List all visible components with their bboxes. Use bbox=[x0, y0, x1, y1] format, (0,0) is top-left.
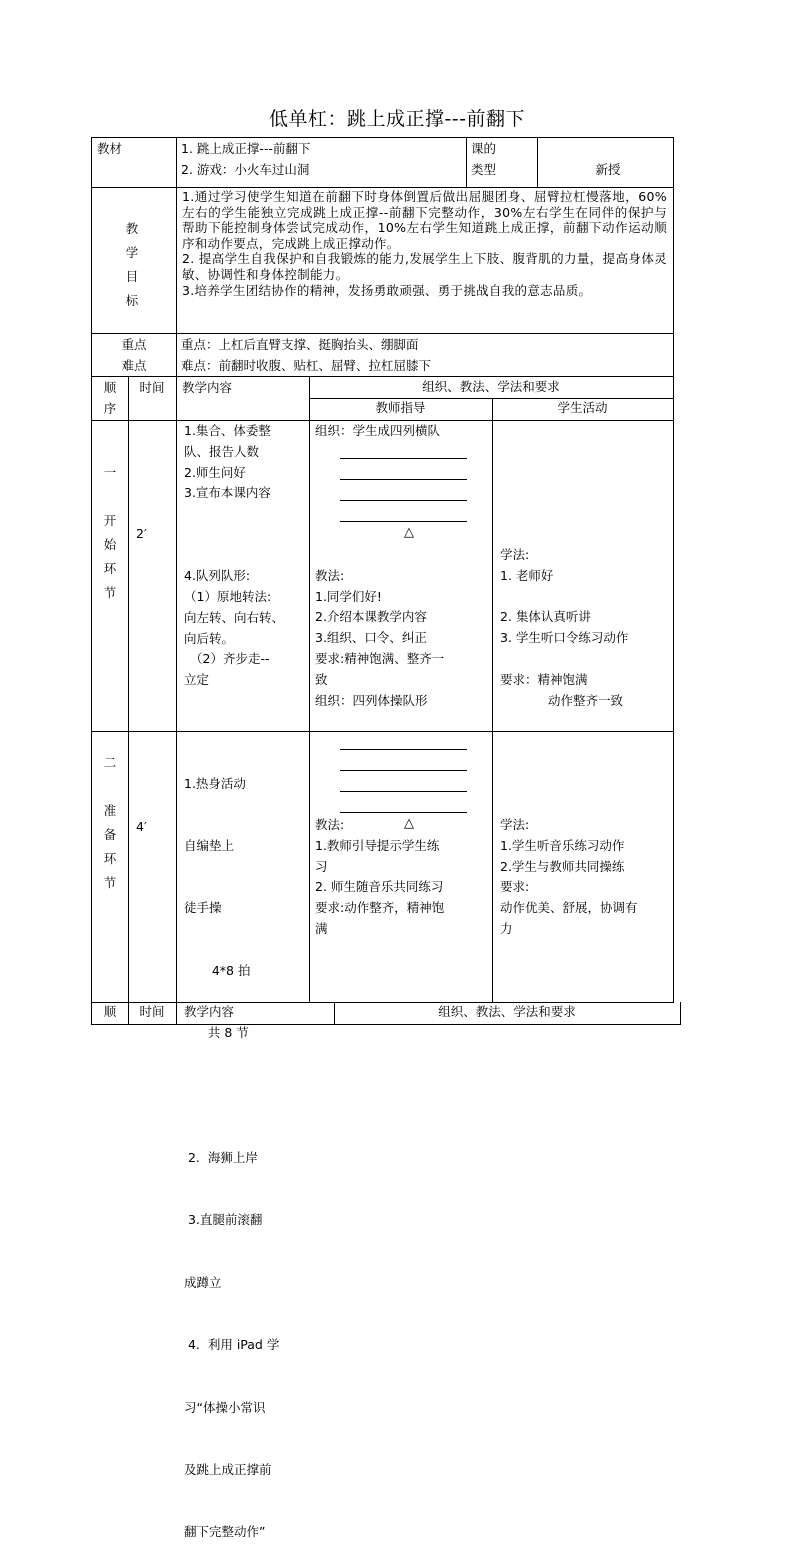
section2-content-line: 翻下完整动作” bbox=[184, 1524, 266, 1540]
section2-student-line: 动作优美、舒展，协调有 bbox=[500, 900, 638, 916]
lesson-type-label-1: 课的 bbox=[471, 141, 497, 156]
student-header-cell bbox=[492, 398, 674, 421]
section1-student-line: 2. 集体认真听讲 bbox=[500, 609, 591, 625]
lesson-type-value-cell bbox=[537, 137, 674, 188]
order-header-cell bbox=[91, 376, 129, 421]
formation-line bbox=[340, 521, 467, 522]
order-header-2: 序 bbox=[103, 400, 117, 416]
section1-content-line: 向后转。 bbox=[184, 630, 235, 646]
section2-content-line: 共 8 节 bbox=[184, 1025, 249, 1041]
section1-teacher-line: 1.同学们好! bbox=[315, 588, 382, 604]
footer-content-cell bbox=[176, 1002, 335, 1025]
objective-2: 2. 提高学生自我保护和自我锻炼的能力,发展学生上下肢、腹背肌的力量，提高身体灵敏、协调性和身体控制能力。 bbox=[182, 251, 667, 282]
footer-org: 组织、教法、学法和要求 bbox=[438, 1004, 576, 1019]
objectives-cell bbox=[176, 187, 674, 334]
lesson-type-label-cell bbox=[466, 137, 538, 188]
section2-teacher-line: 2. 师生随音乐共同练习 bbox=[315, 879, 444, 895]
teacher-position-triangle-icon: △ bbox=[404, 816, 414, 831]
objectives-label-char: 标 bbox=[125, 293, 139, 308]
section1-teacher-cell bbox=[309, 420, 493, 732]
section1-teacher-line: 致 bbox=[315, 671, 328, 687]
section1-student-line: 3. 学生听口令练习动作 bbox=[500, 630, 629, 646]
keypoints-label-1: 重点 bbox=[121, 337, 147, 352]
section1-content-line: 4.队列队形: bbox=[184, 568, 251, 584]
section1-content-cell bbox=[176, 420, 310, 732]
section2-content-line: 自编垫上 bbox=[184, 837, 235, 853]
formation-line bbox=[340, 770, 467, 771]
section2-order-cell bbox=[91, 731, 129, 1003]
lesson-type-value: 新授 bbox=[595, 162, 621, 177]
objective-1: 1.通过学习使学生知道在前翻下时身体倒置后做出屈腿团身、屈臂拉杠慢落地，60%左右的学生能独立完成跳上成正撑--前翻下完整动作，30%左右学生在同伴的保护与帮助下能控制身体尝试完成动作，10%左右学生知道跳上成正撑，前翻下动作运动顺序和动作要点，完成跳上成正撑动作。 bbox=[182, 189, 667, 251]
section1-time-cell bbox=[128, 420, 177, 732]
formation-line bbox=[340, 500, 467, 501]
section2-student-line: 学法: bbox=[500, 817, 530, 832]
section1-content-line: 1.集合、体委整 bbox=[184, 423, 271, 438]
teacher-header: 教师指导 bbox=[375, 400, 426, 415]
section2-teacher-line: 1.教师引导提示学生练 bbox=[315, 837, 440, 853]
objectives-label-char: 目 bbox=[125, 269, 139, 284]
order-header-1: 顺 bbox=[103, 380, 117, 395]
content-header-cell bbox=[176, 376, 310, 421]
lesson-type-label-2: 类型 bbox=[471, 161, 497, 177]
section1-content-line: （2）齐步走-- bbox=[190, 651, 270, 667]
org-header-cell bbox=[309, 376, 674, 399]
keypoints-label-2: 难点 bbox=[121, 357, 147, 373]
section1-teacher-line: 3.组织、口令、纠正 bbox=[315, 630, 427, 646]
section1-time: 2′ bbox=[136, 526, 147, 541]
page-title: 低单杠：跳上成正撑---前翻下 bbox=[268, 108, 526, 130]
section1-name-char: 节 bbox=[103, 585, 117, 600]
footer-order: 顺 bbox=[103, 1004, 117, 1019]
section1-teacher-line: 组织：四列体操队形 bbox=[315, 692, 428, 708]
section2-content-line: 2. 海狮上岸 bbox=[184, 1149, 258, 1165]
section2-time-cell bbox=[128, 731, 177, 1003]
section1-content-line: 2.师生问好 bbox=[184, 464, 246, 480]
formation-line bbox=[340, 812, 467, 813]
section1-student-line: 动作整齐一致 bbox=[548, 692, 624, 708]
key-point-text: 重点：上杠后直臂支撑、挺胸抬头、绷脚面 bbox=[181, 337, 419, 352]
objectives-label bbox=[120, 217, 144, 313]
section2-teacher-cell bbox=[309, 731, 493, 1003]
section1-content-line: 立定 bbox=[184, 672, 210, 688]
section2-content-line: 成蹲立 bbox=[184, 1274, 222, 1290]
section2-label bbox=[98, 751, 122, 895]
section2-content-line: 3.直腿前滚翻 bbox=[184, 1212, 263, 1228]
objective-3: 3.培养学生团结协作的精神，发扬勇敢顽强、勇于挑战自我的意志品质。 bbox=[182, 282, 592, 298]
footer-order-cell bbox=[91, 1002, 129, 1025]
teacher-header-cell bbox=[309, 398, 493, 421]
section1-name-char: 环 bbox=[103, 561, 117, 576]
section2-name-char: 准 bbox=[103, 803, 117, 818]
material-line-1: 1. 跳上成正撑---前翻下 bbox=[181, 141, 311, 156]
section1-teacher-line: 要求:精神饱满、整齐一 bbox=[315, 650, 445, 666]
section2-name-char: 节 bbox=[103, 875, 117, 890]
section2-student-line: 1.学生听音乐练习动作 bbox=[500, 837, 625, 853]
formation-line bbox=[340, 791, 467, 792]
section1-number: 一 bbox=[103, 465, 117, 480]
footer-content: 教学内容 bbox=[184, 1004, 235, 1019]
time-header-cell bbox=[128, 376, 177, 421]
objectives-label-char: 教 bbox=[125, 221, 139, 236]
keypoints-label-cell bbox=[91, 333, 177, 377]
formation-line bbox=[340, 749, 467, 750]
section1-order-cell bbox=[91, 420, 129, 732]
section2-content-line: 1.热身活动 bbox=[184, 775, 246, 791]
section2-student-line: 要求: bbox=[500, 879, 530, 895]
section1-student-line: 要求：精神饱满 bbox=[500, 671, 588, 687]
section2-teacher-line: 教法: bbox=[315, 817, 345, 832]
section1-content-line: （1）原地转法: bbox=[184, 588, 272, 604]
formation-line bbox=[340, 479, 467, 480]
formation-line bbox=[340, 458, 467, 459]
material-cell bbox=[176, 137, 467, 188]
section2-student-line: 2.学生与教师共同操练 bbox=[500, 858, 625, 874]
time-header: 时间 bbox=[139, 380, 165, 395]
section1-content-line: 队、报告人数 bbox=[184, 443, 260, 459]
section2-teacher-line: 习 bbox=[315, 858, 328, 874]
section1-content-line: 3.宣布本课内容 bbox=[184, 485, 271, 501]
section2-content-line: 习“体操小常识 bbox=[184, 1399, 266, 1415]
section2-teacher-line: 要求:动作整齐，精神饱 bbox=[315, 900, 445, 916]
section2-teacher-line: 满 bbox=[315, 920, 328, 936]
teacher-position-triangle-icon: △ bbox=[404, 525, 414, 540]
section1-student-line: 学法: bbox=[500, 547, 530, 562]
section1-name-char: 开 bbox=[103, 513, 117, 528]
section2-content-line: 4*8 拍 bbox=[184, 962, 251, 978]
section2-student-cell bbox=[492, 731, 674, 1003]
material-line-2: 2. 游戏：小火车过山洞 bbox=[181, 161, 310, 177]
section1-student-line: 1. 老师好 bbox=[500, 567, 554, 583]
footer-time: 时间 bbox=[139, 1004, 165, 1019]
section2-student-line: 力 bbox=[500, 920, 513, 936]
section2-content-line: 徒手操 bbox=[184, 900, 222, 916]
content-header: 教学内容 bbox=[182, 380, 233, 395]
section2-time: 4′ bbox=[136, 819, 147, 834]
keypoints-cell bbox=[176, 333, 674, 377]
footer-org-cell bbox=[334, 1002, 681, 1025]
org-header: 组织、教法、学法和要求 bbox=[422, 379, 560, 394]
section1-teacher-line: 教法: bbox=[315, 567, 345, 583]
section2-number: 二 bbox=[103, 755, 117, 770]
objectives-label-cell bbox=[91, 187, 177, 334]
section1-label bbox=[98, 461, 122, 605]
section2-content-line: 及跳上成正撑前 bbox=[184, 1461, 272, 1477]
difficult-point-text: 难点：前翻时收腹、贴杠、屈臂、拉杠屈膝下 bbox=[181, 357, 432, 373]
material-label-cell bbox=[91, 137, 177, 188]
section1-name-char: 始 bbox=[103, 537, 117, 552]
section1-teacher-line: 2.介绍本课教学内容 bbox=[315, 609, 427, 625]
footer-time-cell bbox=[128, 1002, 177, 1025]
material-label: 教材 bbox=[97, 141, 123, 156]
objectives-label-char: 学 bbox=[125, 245, 139, 260]
student-header: 学生活动 bbox=[557, 400, 608, 415]
section2-name-char: 环 bbox=[103, 851, 117, 866]
section2-content-line: 4. 利用 iPad 学 bbox=[184, 1337, 280, 1353]
section1-teacher-org: 组织：学生成四列横队 bbox=[315, 423, 441, 438]
section1-content-line: 向左转、向右转、 bbox=[184, 609, 285, 625]
section1-student-cell bbox=[492, 420, 674, 732]
section2-name-char: 备 bbox=[103, 827, 117, 842]
